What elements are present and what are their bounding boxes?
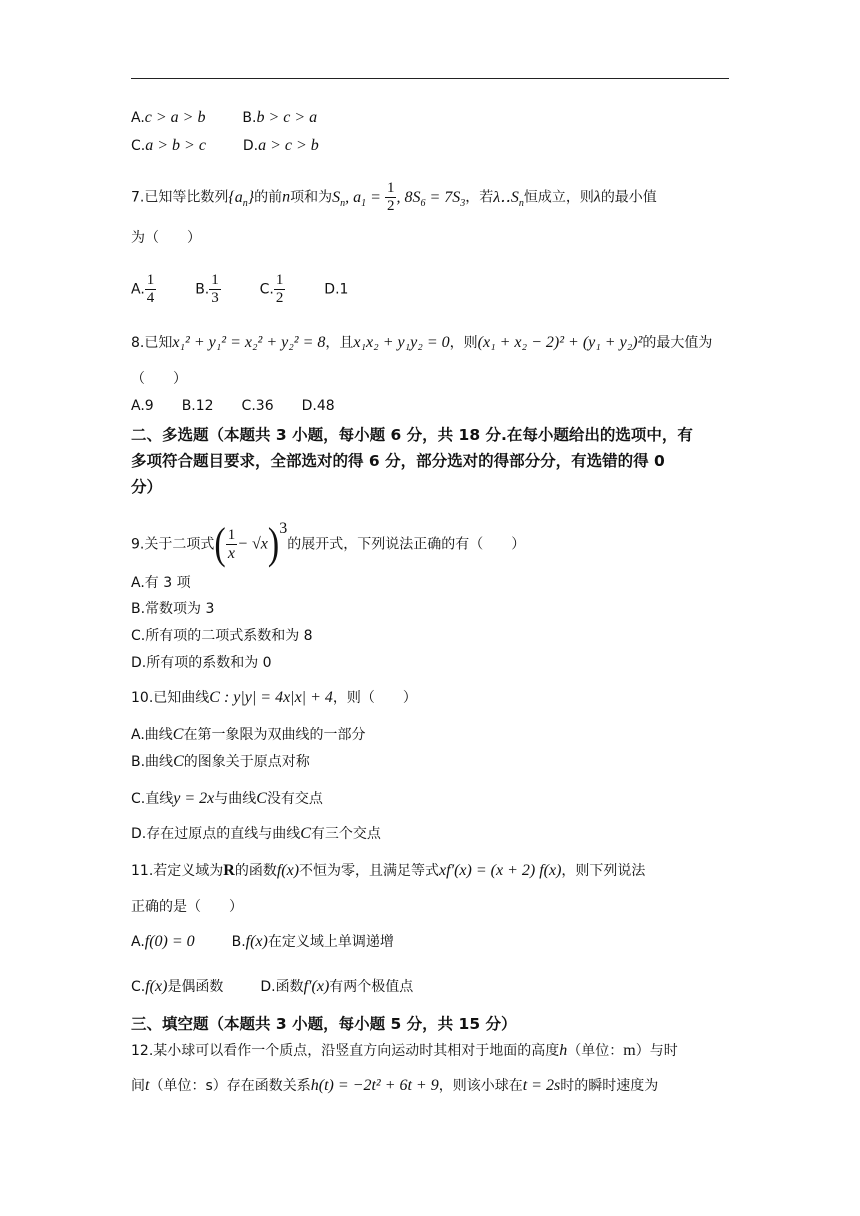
q9-paren-open: (: [214, 519, 226, 569]
q7-prefix: 7.已知等比数列: [131, 189, 229, 206]
q7-option-a-num: 1: [146, 272, 155, 288]
q11-options-row2: [131, 977, 731, 997]
q10-option-a-text1: A.曲线: [131, 727, 173, 743]
q11-text1: 的函数: [234, 863, 277, 879]
q8-prefix: 8.已知: [131, 335, 173, 351]
q6-option-d: a > c > b: [258, 137, 319, 154]
q7-option-b-label: B.: [195, 281, 210, 298]
q7-cond-eq: =: [366, 188, 385, 206]
q8-equation-2: x₁x₂ + y₁y₂ = 0: [353, 334, 450, 351]
q8-text3: 的最大值为: [642, 335, 713, 351]
q8-equation-1: x₁² + y₁² = x₂² + y₂² = 8: [172, 334, 326, 351]
q12-unit-m: m: [623, 1042, 636, 1059]
q9-option-d: D.所有项的系数和为 0: [131, 655, 272, 671]
q10-option-b-text2: 的图象关于原点对称: [183, 754, 310, 770]
q7-option-b-den: 3: [211, 290, 219, 306]
q10-option-a: [131, 725, 731, 745]
q9-paren-close: ): [267, 519, 280, 569]
q7-options: [131, 272, 731, 307]
q7-option-b-num: 1: [211, 272, 219, 288]
section-2-heading-line1: 二、多选题（本题共 3 小题，每小题 6 分，共 18 分.在每小题给出的选项中，有: [131, 426, 693, 444]
q11-option-d-fpx: f′(x): [303, 978, 330, 995]
q10-curve-equation: C : y|y| = 4x|x| + 4: [209, 689, 333, 706]
q6-options-row1: [131, 108, 731, 128]
q10-option-d: [131, 824, 731, 844]
q7-condition: [332, 188, 385, 209]
q9-prefix: 9.关于二项式: [131, 536, 215, 553]
q8-expression: (x₁ + x₂ − 2)² + (y₁ + y₂)²: [477, 334, 643, 351]
q7-cond-8s-sub: 6: [420, 197, 426, 209]
q10-option-d-text2: 有三个交点: [310, 826, 381, 842]
q7-lambda-cond-sub: n: [518, 197, 524, 209]
q7-text3: ，若: [465, 189, 494, 206]
q10-option-d-text1: D.存在过原点的直线与曲线: [131, 826, 301, 842]
q12-function: h(t) = −2t² + 6t + 9: [310, 1077, 439, 1094]
q10-option-d-c: C: [300, 825, 311, 842]
q11-option-d-label: D.函数: [260, 979, 304, 995]
q7-seq-close: }: [247, 188, 255, 206]
q7-cond-7s-sub: 3: [460, 197, 466, 209]
q7-condition-tail: [396, 188, 466, 209]
q7-cond-s-sub: n: [340, 197, 346, 209]
q7-half-den: 2: [386, 198, 395, 214]
q7-seq-open: {a: [228, 188, 243, 206]
q11-option-b-label: B.: [231, 934, 246, 950]
q11-option-a-label: A.: [131, 934, 145, 950]
q7-option-c-label: C.: [259, 281, 274, 298]
q7-option-d: D.1: [324, 281, 349, 298]
q10-option-c-line: y = 2x: [173, 790, 215, 807]
q12-l2-text2: （单位：s）存在函数关系: [149, 1078, 311, 1094]
q6-option-d-label: D.: [242, 138, 259, 154]
q10-option-c-text2: 与曲线: [214, 791, 257, 807]
section-2-heading-line2: 多项符合题目要求，全部选对的得 6 分，部分选对的得部分分，有选错的得 0: [131, 452, 665, 470]
q7-cond-s: S: [332, 188, 341, 206]
q11-option-a: f(0) = 0: [144, 933, 195, 950]
q7-cond-a-sub: 1: [361, 197, 367, 209]
q7-text4: 恒成立，则: [523, 189, 594, 206]
q11-stem-line2: 正确的是（ ）: [131, 899, 243, 915]
q10-text1: ，则（ ）: [332, 690, 417, 706]
q11-option-b-fx: f(x): [245, 933, 268, 950]
q9-text1: 的展开式，下列说法正确的有（ ）: [287, 536, 526, 553]
q7-lambda-cond-main: λ‥S: [493, 188, 519, 206]
q7-option-a-label: A.: [131, 281, 145, 298]
q6-option-a-label: A.: [131, 110, 145, 126]
q7-text1: 的前: [254, 189, 283, 206]
header-rule: [131, 78, 729, 79]
q10-option-a-c: C: [172, 726, 184, 743]
q7-option-c-num: 1: [275, 272, 284, 288]
q7-stem: [131, 180, 731, 215]
q10-option-b: [131, 752, 731, 772]
q6-option-a: c > a > b: [144, 109, 206, 126]
q10-option-c: [131, 789, 731, 809]
q7-seq: [228, 188, 255, 209]
q7-text5: 的最小值: [600, 189, 657, 206]
q7-option-b: [209, 272, 221, 307]
q11-option-c-text: 是偶函数: [167, 979, 224, 995]
q7-lambda-cond: [493, 188, 524, 209]
q10-option-c-text1: C.直线: [131, 791, 174, 807]
q7-n: n: [282, 188, 291, 206]
q7-cond-8s: , 8S: [396, 188, 421, 206]
q9-exponent: 3: [279, 520, 288, 537]
q11-prefix: 11.若定义域为: [131, 863, 224, 879]
q12-text2: ）与时: [635, 1043, 678, 1059]
q11-real-set: R: [223, 862, 235, 879]
q7-cond-7s: = 7S: [425, 188, 461, 206]
q9-frac-num: 1: [227, 527, 236, 544]
q9-stem: [131, 519, 731, 569]
q11-option-b-text: 在定义域上单调递增: [267, 934, 394, 950]
q8-options: A.9 B.12 C.36 D.48: [131, 398, 335, 414]
q10-option-a-text2: 在第一象限为双曲线的一部分: [183, 727, 366, 743]
q11-text2: 不恒为零，且满足等式: [299, 863, 440, 879]
q6-option-b: b > c > a: [256, 109, 318, 126]
q8-stem-line2: （ ）: [131, 371, 187, 387]
q10-option-c-c: C: [256, 790, 267, 807]
q8-text1: ，且: [325, 335, 354, 351]
q6-option-c-label: C.: [131, 138, 146, 154]
q10-option-b-text1: B.曲线: [131, 754, 174, 770]
q6-option-b-label: B.: [242, 110, 257, 126]
q8-stem: [131, 333, 731, 353]
q10-prefix: 10.已知曲线: [131, 690, 210, 706]
q9-sqrt-term: − √x: [237, 535, 268, 553]
q7-option-a: [145, 272, 157, 307]
q7-stem-line2: 为（ ）: [131, 230, 201, 246]
q7-text2: 项和为: [290, 189, 333, 206]
q10-option-b-c: C: [173, 753, 184, 770]
q12-prefix: 12.某小球可以看作一个质点，沿竖直方向运动时其相对于地面的高度: [131, 1043, 560, 1059]
q10-stem: [131, 688, 731, 708]
q7-option-c: [274, 272, 286, 307]
q7-seq-sub: n: [242, 197, 248, 209]
q9-option-b: B.常数项为 3: [131, 601, 215, 617]
q12-h: h: [559, 1042, 568, 1059]
q12-l2-text4: 时的瞬时速度为: [560, 1078, 659, 1094]
q9-option-c: C.所有项的二项式系数和为 8: [131, 628, 313, 644]
q11-option-c-label: C.: [131, 979, 146, 995]
q11-option-c-fx: f(x): [145, 978, 168, 995]
q12-l2-text3: ，则该小球在: [438, 1078, 523, 1094]
section-3-heading: 三、填空题（本题共 3 小题，每小题 5 分，共 15 分）: [131, 1015, 517, 1033]
q10-option-c-text3: 没有交点: [266, 791, 323, 807]
q11-text3: ，则下列说法: [561, 863, 646, 879]
q11-option-d-text: 有两个极值点: [329, 979, 414, 995]
q11-fx: f(x): [276, 862, 300, 879]
q12-time: t = 2s: [522, 1077, 561, 1094]
q12-t: t: [145, 1077, 150, 1094]
q7-option-a-den: 4: [146, 290, 155, 306]
q6-option-c: a > b > c: [145, 137, 206, 154]
q8-text2: ，则: [449, 335, 478, 351]
q6-options-row2: [131, 136, 731, 156]
q9-option-a: A.有 3 项: [131, 575, 191, 591]
q7-half-fraction: [385, 180, 397, 215]
q11-equation: xf′(x) = (x + 2) f(x): [439, 862, 562, 879]
q7-lambda: λ: [593, 188, 601, 206]
q12-text1: （单位：: [567, 1043, 624, 1059]
q11-stem: [131, 861, 731, 881]
q7-half-num: 1: [386, 180, 395, 196]
q9-frac-den: x: [227, 545, 235, 563]
section-2-heading-line3: 分）: [131, 478, 163, 496]
q12-stem-line1: [131, 1041, 731, 1061]
q12-l2-text1: 间: [131, 1078, 145, 1094]
q12-stem-line2: [131, 1076, 731, 1096]
q11-options-row1: [131, 932, 731, 952]
q7-cond-a: , a: [345, 188, 362, 206]
q7-option-c-den: 2: [275, 290, 284, 306]
q9-fraction: [226, 527, 238, 562]
